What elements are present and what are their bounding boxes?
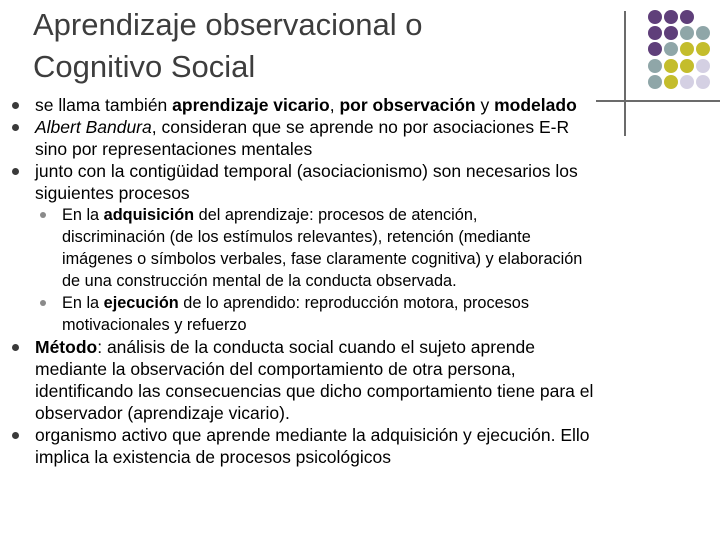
bold-term: adquisición: [103, 206, 195, 224]
bold-term: aprendizaje vicario: [172, 95, 330, 115]
text-run: de lo aprendido: reproducción motora, procesos: [178, 294, 530, 312]
sub-bullet-dot-icon: [40, 212, 46, 218]
text-run: observador (aprendizaje vicario).: [35, 403, 290, 423]
sub-bullet-text-line: [62, 226, 531, 248]
text-run: junto con la contigüidad temporal (asociacionismo) son necesarios los: [35, 161, 578, 181]
bold-term: Método: [35, 337, 98, 357]
bullet-text-line: [35, 380, 593, 402]
text-run: de una construcción mental de la conducta observada.: [62, 272, 457, 290]
bullet-text-line: [35, 116, 569, 138]
text-run: : análisis de la conducta social cuando el sujeto aprende: [97, 337, 536, 357]
sub-bullet-text-line: [62, 314, 247, 336]
text-run: identificando las consecuencias que dicho comportamiento tiene para el: [35, 381, 594, 401]
slide-title-line-1: Aprendizaje observacional o: [33, 7, 423, 42]
italic-term: Albert Bandura: [35, 117, 152, 137]
bold-term: modelado: [494, 95, 577, 115]
bullet-text-line: [35, 446, 391, 468]
text-run: imágenes o símbolos verbales, fase claramente cognitiva) y elaboración: [62, 250, 583, 268]
text-run: se llama también: [35, 95, 173, 115]
bold-term: por observación: [339, 95, 476, 115]
bullet-text-line: [35, 358, 516, 380]
text-run: En la: [62, 206, 104, 224]
text-run: implica la existencia de procesos psicológicos: [35, 447, 392, 467]
bullet-text-line: [35, 182, 190, 204]
sub-bullet-dot-icon: [40, 300, 46, 306]
bullet-dot-icon: [12, 344, 19, 351]
bullet-text-line: [35, 402, 290, 424]
sub-bullet-text-line: [62, 204, 477, 226]
slide-title-line-2: Cognitivo Social: [33, 49, 256, 84]
bullet-dot-icon: [12, 168, 19, 175]
text-run: del aprendizaje: procesos de atención,: [194, 206, 478, 224]
text-run: ,: [329, 95, 340, 115]
text-run: organismo activo que aprende mediante la adquisición y ejecución. Ello: [35, 425, 590, 445]
sub-bullet-text-line: [62, 248, 582, 270]
bold-term: ejecución: [103, 294, 179, 312]
text-run: motivacionales y refuerzo: [62, 316, 247, 334]
bullet-dot-icon: [12, 102, 19, 109]
text-run: siguientes procesos: [35, 183, 190, 203]
bullet-text-line: [35, 94, 577, 116]
sub-bullet-text-line: [62, 270, 457, 292]
bullet-text-line: [35, 160, 578, 182]
sub-bullet-text-line: [62, 292, 529, 314]
bullet-text-line: [35, 138, 312, 160]
text-run: sino por representaciones mentales: [35, 139, 313, 159]
text-run: En la: [62, 294, 104, 312]
bullet-text-line: [35, 336, 535, 358]
bullet-text-line: [35, 424, 590, 446]
text-run: discriminación (de los estímulos relevantes), retención (mediante: [62, 228, 531, 246]
text-run: mediante la observación del comportamiento de otra persona,: [35, 359, 516, 379]
text-run: y: [475, 95, 495, 115]
bullet-dot-icon: [12, 432, 19, 439]
bullet-dot-icon: [12, 124, 19, 131]
text-run: , consideran que se aprende no por asociaciones E-R: [151, 117, 570, 137]
